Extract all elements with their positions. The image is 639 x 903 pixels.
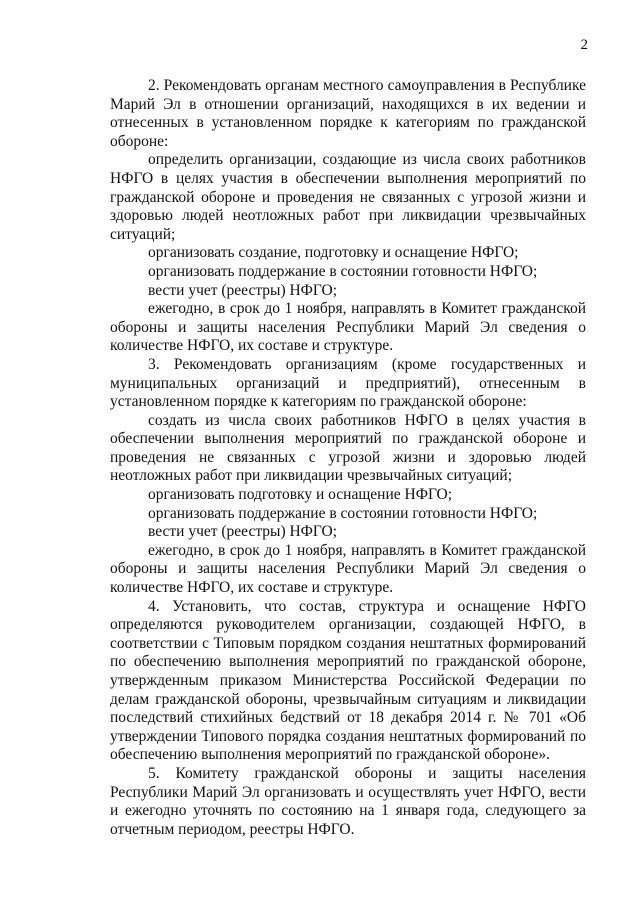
paragraph-item-3-training: организовать подготовку и оснащение НФГО; [148, 486, 453, 504]
paragraph-item-3-intro: 3. Рекомендовать организациям (кроме государственных и муниципальных организаций и предприятий), отнесенным в установленном порядке к категориям по гражданской обороне: [110, 355, 586, 411]
paragraph-item-2-maintain-readiness: организовать поддержание в состоянии готовности НФГО; [148, 262, 538, 280]
paragraph-item-2-organize-creation: организовать создание, подготовку и оснащение НФГО; [148, 244, 519, 262]
paragraph-item-4: 4. Установить, что состав, структура и оснащение НФГО определяются руководителем организации, создающей НФГО, в соответствии с Типовым порядком создания нештатных формирований по обеспечению выполнения мероприятий по гражданской обороне, утвержденным приказом Министерства Российской Федерации по делам гражданской обороны, чрезвычайным ситуациям и ликвидации последствий стихийных бедствий от 18 декабря 2014 г. № 701 «Об утверждении Типового порядка создания нештатных формирований по обеспечению выполнения мероприятий по гражданской обороне». [110, 597, 586, 764]
paragraph-item-3-create: создать из числа своих работников НФГО в целях участия в обеспечении выполнения мероприятий по гражданской обороне и проведения не связанных с угрозой жизни и здоровью людей неотложных работ при ликвидации чрезвычайных ситуаций; [110, 411, 586, 485]
paragraph-item-2-annual-report: ежегодно, в срок до 1 ноября, направлять в Комитет гражданской обороны и защиты населения Республики Марий Эл сведения о количестве НФГО, их составе и структуре. [110, 300, 586, 355]
page-number: 2 [580, 37, 588, 53]
paragraph-item-3-maintain-readiness: организовать поддержание в состоянии готовности НФГО; [148, 504, 538, 522]
paragraph-item-2-intro: 2. Рекомендовать органам местного самоуправления в Республике Марий Эл в отношении организаций, находящихся в их ведении и отнесенных в установленном порядке к категориям по гражданской обороне: [110, 77, 586, 150]
paragraph-item-2-define: определить организации, создающие из числа своих работников НФГО в целях участия в обеспечении выполнения мероприятий по гражданской обороне и проведения не связанных с угрозой жизни и здоровью людей неотложных работ при ликвидации чрезвычайных ситуаций; [110, 151, 586, 243]
paragraph-item-3-registry: вести учет (реестры) НФГО; [148, 523, 338, 541]
document-body [110, 77, 586, 839]
paragraph-item-2-registry: вести учет (реестры) НФГО; [148, 281, 338, 299]
paragraph-item-3-annual-report: ежегодно, в срок до 1 ноября, направлять в Комитет гражданской обороны и защиты населения Республики Марий Эл сведения о количестве НФГО, их составе и структуре. [110, 541, 586, 597]
paragraph-item-5: 5. Комитету гражданской обороны и защиты населения Республики Марий Эл организовать и осуществлять учет НФГО, вести и ежегодно уточнять по состоянию на 1 января года, следующего за отчетным периодом, реестры НФГО. [110, 764, 586, 838]
